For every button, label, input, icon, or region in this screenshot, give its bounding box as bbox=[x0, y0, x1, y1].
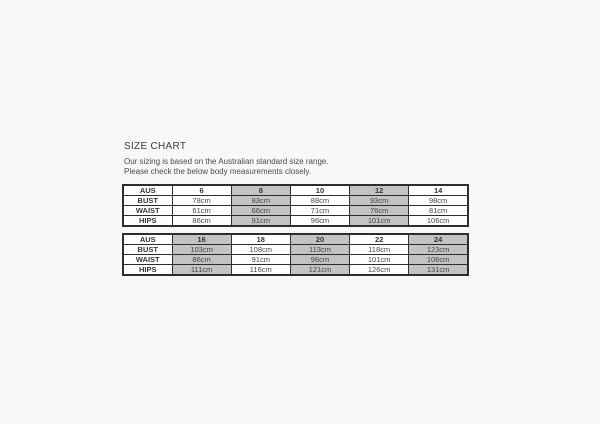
measurement-cell: 96cm bbox=[290, 255, 349, 265]
measurement-cell: 81cm bbox=[409, 206, 468, 216]
measurement-row-waist bbox=[123, 206, 468, 216]
size-header-cell: 12 bbox=[350, 185, 409, 196]
measurement-cell: 76cm bbox=[350, 206, 409, 216]
measurement-cell: 111cm bbox=[172, 265, 231, 276]
size-header-cell: 16 bbox=[172, 234, 231, 245]
size-header-cell: 20 bbox=[290, 234, 349, 245]
measurement-cell: 126cm bbox=[350, 265, 409, 276]
measurement-row-bust bbox=[123, 245, 468, 255]
measurement-row-waist bbox=[123, 255, 468, 265]
size-header-cell: 14 bbox=[409, 185, 468, 196]
measurement-row-bust bbox=[123, 196, 468, 206]
size-header-cell: 24 bbox=[409, 234, 468, 245]
measurement-cell: 123cm bbox=[409, 245, 468, 255]
row-label-cell: WAIST bbox=[123, 206, 172, 216]
measurement-cell: 93cm bbox=[350, 196, 409, 206]
measurement-cell: 66cm bbox=[231, 206, 290, 216]
measurement-cell: 88cm bbox=[290, 196, 349, 206]
measurement-cell: 113cm bbox=[290, 245, 349, 255]
measurement-cell: 121cm bbox=[290, 265, 349, 276]
size-header-cell: 8 bbox=[231, 185, 290, 196]
size-header-cell: 6 bbox=[172, 185, 231, 196]
measurement-cell: 118cm bbox=[350, 245, 409, 255]
size-header-cell: 10 bbox=[290, 185, 349, 196]
measurement-cell: 91cm bbox=[231, 216, 290, 227]
row-label-cell: BUST bbox=[123, 245, 172, 255]
intro-line-1: Our sizing is based on the Australian standard size range. bbox=[124, 157, 329, 166]
size-header-cell: 22 bbox=[350, 234, 409, 245]
intro-text bbox=[124, 157, 469, 177]
measurement-cell: 116cm bbox=[231, 265, 290, 276]
measurement-cell: 98cm bbox=[409, 196, 468, 206]
size-header-row bbox=[123, 234, 468, 245]
measurement-cell: 101cm bbox=[350, 255, 409, 265]
measurement-cell: 106cm bbox=[409, 216, 468, 227]
measurement-cell: 86cm bbox=[172, 216, 231, 227]
corner-header-cell: AUS bbox=[123, 185, 172, 196]
measurement-cell: 103cm bbox=[172, 245, 231, 255]
measurement-cell: 78cm bbox=[172, 196, 231, 206]
measurement-cell: 101cm bbox=[350, 216, 409, 227]
row-label-cell: HIPS bbox=[123, 216, 172, 227]
size-chart-section bbox=[122, 141, 469, 276]
row-label-cell: BUST bbox=[123, 196, 172, 206]
measurement-row-hips bbox=[123, 216, 468, 227]
measurement-cell: 96cm bbox=[290, 216, 349, 227]
size-table-sizes-6-14 bbox=[122, 184, 469, 227]
corner-header-cell: AUS bbox=[123, 234, 172, 245]
measurement-cell: 71cm bbox=[290, 206, 349, 216]
measurement-cell: 106cm bbox=[409, 255, 468, 265]
measurement-cell: 83cm bbox=[231, 196, 290, 206]
measurement-cell: 86cm bbox=[172, 255, 231, 265]
row-label-cell: HIPS bbox=[123, 265, 172, 276]
measurement-cell: 91cm bbox=[231, 255, 290, 265]
page-title: SIZE CHART bbox=[124, 141, 187, 152]
measurement-cell: 61cm bbox=[172, 206, 231, 216]
measurement-row-hips bbox=[123, 265, 468, 276]
row-label-cell: WAIST bbox=[123, 255, 172, 265]
size-table-sizes-16-24 bbox=[122, 233, 469, 276]
measurement-cell: 131cm bbox=[409, 265, 468, 276]
size-header-cell: 18 bbox=[231, 234, 290, 245]
intro-line-2: Please check the below body measurements closely. bbox=[124, 167, 312, 176]
measurement-cell: 108cm bbox=[231, 245, 290, 255]
size-header-row bbox=[123, 185, 468, 196]
